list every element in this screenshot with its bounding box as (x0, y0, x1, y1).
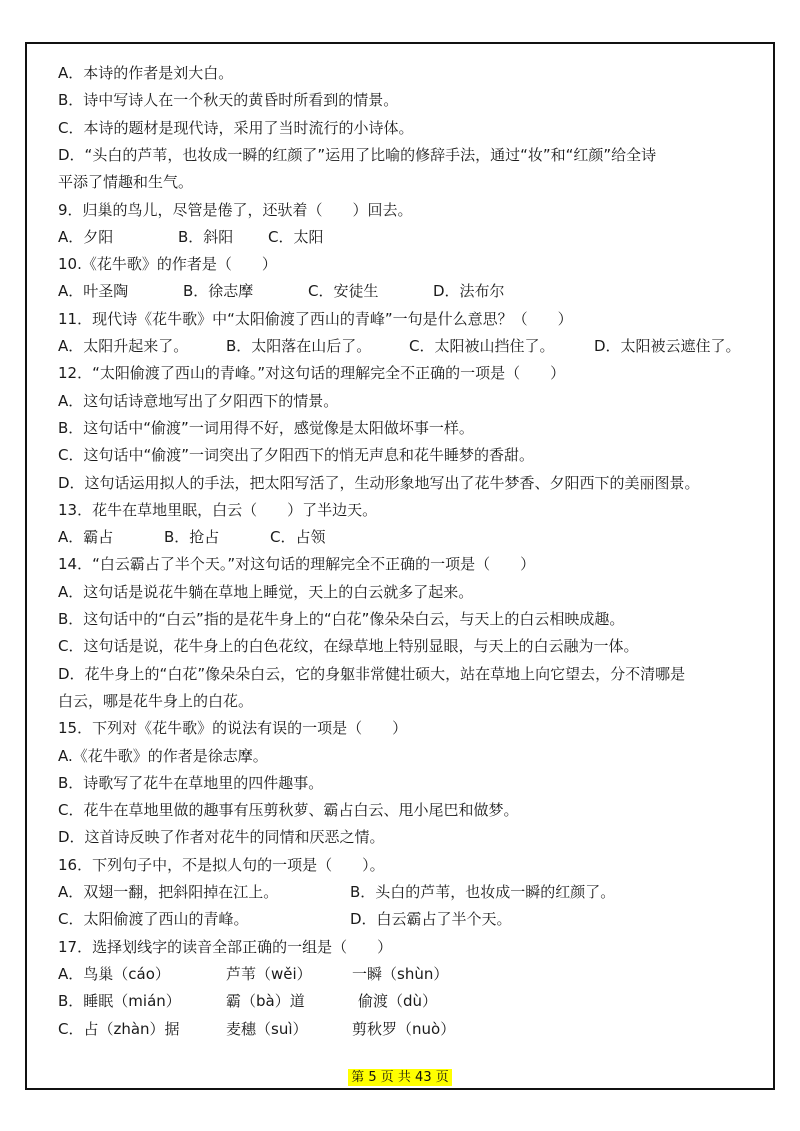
option-text: C．占领 (270, 528, 326, 547)
text-line: C．本诗的题材是现代诗，采用了当时流行的小诗体。 (58, 118, 414, 137)
option-row (58, 906, 590, 932)
page-number-label: 第 5 页 共 43 页 (348, 1069, 451, 1086)
text-line: C．这句话是说，花牛身上的白色花纹，在绿草地上特别显眼，与天上的白云融为一体。 (58, 637, 639, 656)
option-row (58, 879, 670, 905)
text-line: C．这句话中“偷渡”一词突出了夕阳西下的悄无声息和花牛睡梦的香甜。 (58, 446, 535, 465)
option-text: D．白云霸占了半个天。 (350, 910, 512, 929)
option-text: 麦穗（suì） (226, 1019, 308, 1038)
option-text: C．太阳 (268, 227, 324, 246)
text-line: 17．选择划线字的读音全部正确的一组是（ ） (58, 937, 393, 956)
option-text: B．抢占 (164, 528, 220, 547)
option-text: C．安徒生 (308, 282, 379, 301)
option-text: B．头白的芦苇，也妆成一瞬的红颜了。 (350, 883, 616, 901)
option-text: B．太阳落在山后了。 (226, 337, 372, 355)
option-text: B．斜阳 (178, 227, 234, 246)
text-line: D．花牛身上的“白花”像朵朵白云，它的身躯非常健壮硕大，站在草地上向它望去，分不清哪是 (58, 664, 686, 683)
text-line: 11．现代诗《花牛歌》中“太阳偷渡了西山的青峰”一句是什么意思？（ ） (58, 309, 573, 328)
text-line: A．本诗的作者是刘大白。 (58, 64, 234, 82)
text-line: C．花牛在草地里做的趣事有压剪秋萝、霸占白云、甩小尾巴和做梦。 (58, 801, 519, 820)
option-row (58, 1016, 512, 1042)
text-line: 平添了情趣和生气。 (58, 173, 194, 192)
option-row (58, 988, 498, 1014)
text-line: A．这句话诗意地写出了夕阳西下的情景。 (58, 391, 339, 410)
text-line: B．这句话中的“白云”指的是花牛身上的“白花”像朵朵白云，与天上的白云相映成趣。 (58, 610, 625, 628)
option-text: A．双翅一翻，把斜阳掉在江上。 (58, 883, 279, 901)
text-line: 9．归巢的鸟儿，尽管是倦了，还驮着（ ）回去。 (58, 200, 413, 219)
text-line: 白云，哪是花牛身上的白花。 (58, 691, 254, 710)
option-text: A．霸占 (58, 528, 114, 547)
option-text: A．鸟巢（cáo） (58, 964, 170, 983)
option-text: A．叶圣陶 (58, 282, 129, 301)
option-text: C．太阳被山挡住了。 (409, 337, 555, 355)
option-row (58, 278, 533, 304)
option-text: D．法布尔 (433, 282, 505, 301)
option-row (58, 224, 358, 250)
option-text: 偷渡（dù） (358, 992, 438, 1011)
text-line: A.《花牛歌》的作者是徐志摩。 (58, 746, 268, 765)
option-row (58, 333, 744, 359)
text-line: 16．下列句子中，不是拟人句的一项是（ ）。 (58, 855, 385, 874)
option-text: A．夕阳 (58, 227, 114, 246)
text-line: B．诗歌写了花牛在草地里的四件趣事。 (58, 773, 324, 792)
text-line: B．这句话中“偷渡”一词用得不好，感觉像是太阳做坏事一样。 (58, 418, 474, 437)
text-line: 14．“白云霸占了半个天。”对这句话的理解完全不正确的一项是（ ） (58, 555, 536, 574)
option-text: A．太阳升起来了。 (58, 337, 189, 355)
option-text: 霸（bà）道 (226, 992, 305, 1011)
option-text: 芦苇（wěi） (226, 964, 312, 983)
option-text: C．太阳偷渡了西山的青峰。 (58, 910, 249, 929)
text-line: A．这句话是说花牛躺在草地上睡觉，天上的白云就多了起来。 (58, 582, 474, 601)
option-text: 剪秋罗（nuò） (352, 1019, 456, 1038)
page-footer (0, 1066, 800, 1085)
option-text: D．太阳被云遮住了。 (594, 337, 741, 355)
text-line: 15．下列对《花牛歌》的说法有误的一项是（ ） (58, 719, 408, 738)
text-line: D．这句话运用拟人的手法，把太阳写活了，生动形象地写出了花牛梦香、夕阳西下的美丽图景。 (58, 473, 700, 492)
text-line: B．诗中写诗人在一个秋天的黄昏时所看到的情景。 (58, 91, 399, 110)
option-text: 一瞬（shùn） (352, 964, 449, 983)
option-text: B．徐志摩 (183, 282, 254, 301)
text-line: 12．“太阳偷渡了西山的青峰。”对这句话的理解完全不正确的一项是（ ） (58, 364, 566, 383)
text-line: D．“头白的芦苇，也妆成一瞬的红颜了”运用了比喻的修辞手法，通过“妆”和“红颜”给全诗 (58, 145, 657, 164)
text-line: D．这首诗反映了作者对花牛的同情和厌恶之情。 (58, 828, 385, 847)
option-text: B．睡眠（mián） (58, 992, 181, 1011)
text-line: 13．花牛在草地里眠，白云（ ）了半边天。 (58, 500, 378, 519)
option-text: C．占（zhàn）据 (58, 1019, 180, 1038)
option-row (58, 961, 492, 987)
option-row (58, 524, 370, 550)
text-line: 10.《花牛歌》的作者是（ ） (58, 255, 277, 274)
